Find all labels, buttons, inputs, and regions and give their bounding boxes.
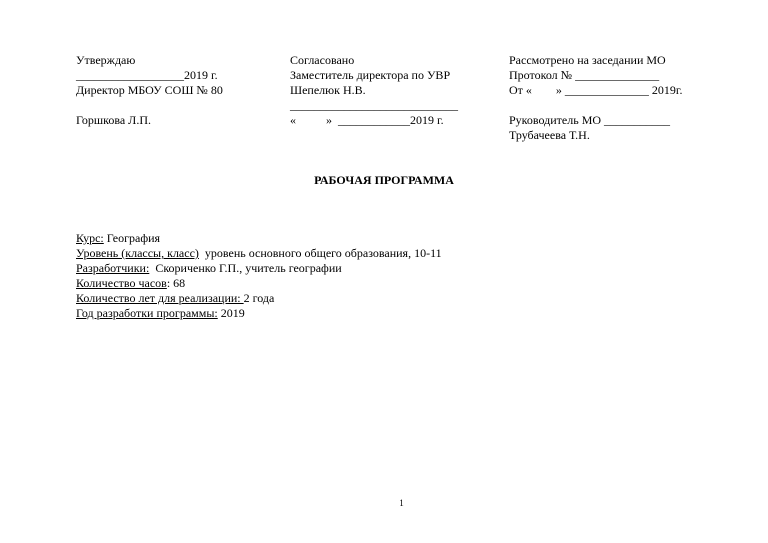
review-date-line: От « » ______________ 2019г. [509, 83, 683, 97]
protocol-line: Протокол № ______________ [509, 68, 660, 82]
director-name: Горшкова Л.П. [76, 113, 151, 127]
developers-value: Скориченко Г.П., учитель географии [149, 261, 342, 275]
years-value: 2 года [243, 291, 275, 305]
agreement-date-line: « » ____________2019 г. [290, 113, 444, 127]
deputy-name: Шепелюк Н.В. [290, 83, 366, 97]
agreement-signature-line: ____________________________ [290, 98, 458, 112]
document-title: РАБОЧАЯ ПРОГРАММА [314, 173, 454, 187]
years-label: Количество лет для реализации: [76, 291, 244, 305]
mo-head-line: Руководитель МО ___________ [509, 113, 671, 127]
developers-row [76, 261, 442, 276]
hours-value: : 68 [166, 276, 186, 290]
dev-year-value: 2019 [217, 306, 245, 320]
review-heading: Рассмотрено на заседании МО [509, 53, 666, 67]
deputy-title: Заместитель директора по УВР [290, 68, 451, 82]
years-row [76, 291, 442, 306]
level-row [76, 246, 442, 261]
approval-heading: Утверждаю [76, 53, 136, 67]
approval-block-left [76, 53, 223, 128]
approval-signature-line: __________________2019 г. [76, 68, 218, 82]
program-details [76, 231, 442, 321]
developers-label: Разработчики: [76, 261, 150, 275]
page-number: 1 [399, 498, 404, 508]
hours-label: Количество часов [76, 276, 167, 290]
course-label: Курс: [76, 231, 104, 245]
mo-head-name: Трубачеева Т.Н. [509, 128, 590, 142]
director-title: Директор МБОУ СОШ № 80 [76, 83, 223, 97]
course-row [76, 231, 442, 246]
agreement-heading: Согласовано [290, 53, 355, 67]
hours-row [76, 276, 442, 291]
level-label: Уровень (классы, класс) [76, 246, 199, 260]
agreement-block [290, 53, 458, 128]
dev-year-label: Год разработки программы: [76, 306, 218, 320]
course-value: География [103, 231, 161, 245]
review-block [509, 53, 682, 143]
dev-year-row [76, 306, 442, 321]
level-value: уровень основного общего образования, 10-11 [198, 246, 442, 260]
